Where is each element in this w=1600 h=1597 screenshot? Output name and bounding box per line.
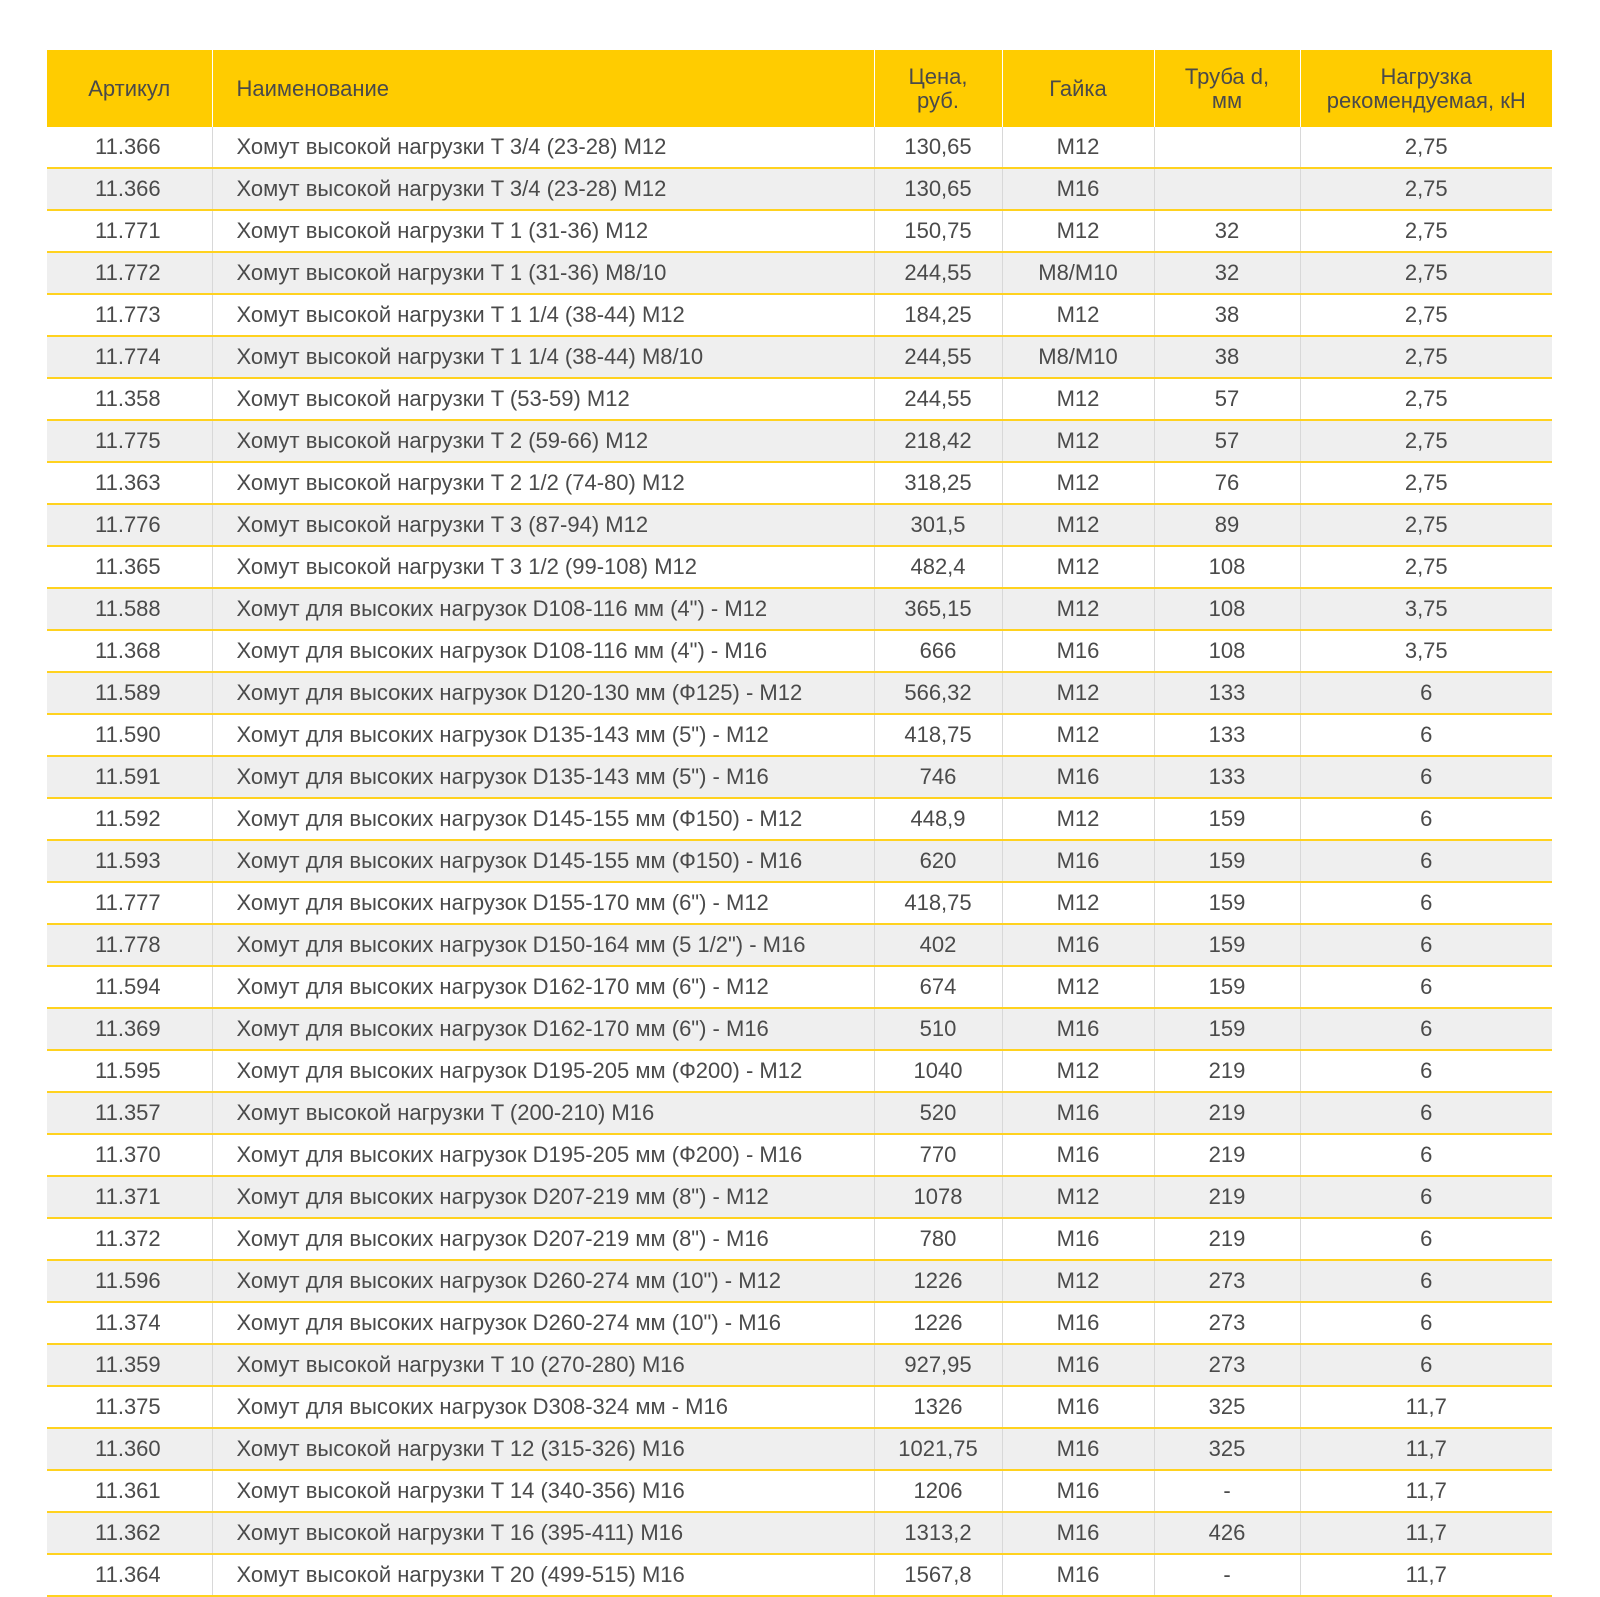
cell-load: 6 [1300,966,1552,1008]
table-row [47,1386,1552,1428]
table-row [47,672,1552,714]
table-row [47,210,1552,252]
cell-price: 418,75 [874,714,1002,756]
cell-load: 6 [1300,840,1552,882]
table-row [47,840,1552,882]
table-row [47,1428,1552,1470]
cell-name: Хомут высокой нагрузки T 20 (499-515) M16 [212,1554,874,1596]
cell-pipe: 273 [1154,1302,1300,1344]
cell-price: 301,5 [874,504,1002,546]
header-price: Цена, руб. [874,50,1002,127]
cell-name: Хомут для высоких нагрузок D260-274 мм (10") - M16 [212,1302,874,1344]
cell-nut: M12 [1002,420,1154,462]
cell-nut: M12 [1002,798,1154,840]
cell-article: 11.772 [47,252,212,294]
table-row [47,1554,1552,1596]
cell-price: 402 [874,924,1002,966]
cell-nut: M12 [1002,546,1154,588]
cell-name: Хомут высокой нагрузки T 3/4 (23-28) M12 [212,127,874,168]
cell-name: Хомут высокой нагрузки T 3/4 (23-28) M12 [212,168,874,210]
cell-nut: M8/M10 [1002,252,1154,294]
cell-pipe: 219 [1154,1218,1300,1260]
cell-name: Хомут для высоких нагрузок D155-170 мм (6") - M12 [212,882,874,924]
cell-pipe: 219 [1154,1050,1300,1092]
cell-pipe: 219 [1154,1092,1300,1134]
cell-name: Хомут для высоких нагрузок D150-164 мм (5 1/2") - M16 [212,924,874,966]
cell-load: 2,75 [1300,546,1552,588]
cell-pipe: - [1154,1470,1300,1512]
cell-nut: M16 [1002,168,1154,210]
cell-pipe: 159 [1154,882,1300,924]
table-row [47,966,1552,1008]
cell-pipe: 159 [1154,1008,1300,1050]
table-row [47,1050,1552,1092]
table-row [47,546,1552,588]
header-load: Нагрузка рекомендуемая, кН [1300,50,1552,127]
cell-price: 244,55 [874,336,1002,378]
cell-load: 6 [1300,1176,1552,1218]
cell-article: 11.593 [47,840,212,882]
cell-price: 927,95 [874,1344,1002,1386]
cell-article: 11.371 [47,1176,212,1218]
header-row [47,50,1552,127]
cell-article: 11.771 [47,210,212,252]
cell-article: 11.368 [47,630,212,672]
cell-load: 6 [1300,1344,1552,1386]
cell-price: 780 [874,1218,1002,1260]
cell-pipe: 325 [1154,1428,1300,1470]
cell-pipe: 108 [1154,546,1300,588]
cell-name: Хомут для высоких нагрузок D207-219 мм (8") - M16 [212,1218,874,1260]
cell-name: Хомут высокой нагрузки T 3 1/2 (99-108) M12 [212,546,874,588]
cell-nut: M16 [1002,1554,1154,1596]
price-table-container [47,50,1552,1597]
cell-load: 11,7 [1300,1470,1552,1512]
cell-price: 218,42 [874,420,1002,462]
cell-price: 130,65 [874,168,1002,210]
cell-price: 244,55 [874,378,1002,420]
cell-nut: M16 [1002,1092,1154,1134]
cell-name: Хомут для высоких нагрузок D135-143 мм (5") - M16 [212,756,874,798]
cell-nut: M16 [1002,1512,1154,1554]
table-body [47,127,1552,1596]
cell-article: 11.778 [47,924,212,966]
cell-price: 1226 [874,1302,1002,1344]
table-row [47,1260,1552,1302]
cell-nut: M16 [1002,756,1154,798]
cell-article: 11.591 [47,756,212,798]
table-row [47,714,1552,756]
cell-nut: M12 [1002,1260,1154,1302]
cell-article: 11.363 [47,462,212,504]
cell-nut: M8/M10 [1002,336,1154,378]
table-row [47,462,1552,504]
cell-price: 418,75 [874,882,1002,924]
cell-article: 11.362 [47,1512,212,1554]
table-row [47,882,1552,924]
table-row [47,252,1552,294]
cell-load: 6 [1300,672,1552,714]
cell-article: 11.594 [47,966,212,1008]
cell-pipe: 159 [1154,840,1300,882]
cell-pipe: 57 [1154,378,1300,420]
cell-load: 2,75 [1300,127,1552,168]
cell-load: 6 [1300,1218,1552,1260]
table-row [47,504,1552,546]
cell-article: 11.590 [47,714,212,756]
cell-article: 11.369 [47,1008,212,1050]
cell-nut: M16 [1002,1302,1154,1344]
cell-nut: M12 [1002,378,1154,420]
cell-name: Хомут для высоких нагрузок D195-205 мм (Ф200) - M16 [212,1134,874,1176]
cell-price: 770 [874,1134,1002,1176]
table-row [47,1092,1552,1134]
cell-nut: M16 [1002,1218,1154,1260]
cell-load: 2,75 [1300,378,1552,420]
cell-name: Хомут высокой нагрузки T 1 (31-36) M8/10 [212,252,874,294]
cell-price: 620 [874,840,1002,882]
table-row [47,798,1552,840]
table-row [47,420,1552,462]
header-pipe: Труба d, мм [1154,50,1300,127]
cell-name: Хомут высокой нагрузки T 2 1/2 (74-80) M12 [212,462,874,504]
cell-pipe: 426 [1154,1512,1300,1554]
cell-article: 11.359 [47,1344,212,1386]
cell-pipe [1154,127,1300,168]
cell-article: 11.366 [47,127,212,168]
cell-price: 666 [874,630,1002,672]
cell-pipe: 57 [1154,420,1300,462]
cell-pipe: 32 [1154,252,1300,294]
cell-pipe: 133 [1154,714,1300,756]
cell-article: 11.361 [47,1470,212,1512]
cell-load: 6 [1300,756,1552,798]
cell-load: 11,7 [1300,1512,1552,1554]
cell-load: 2,75 [1300,462,1552,504]
cell-article: 11.358 [47,378,212,420]
cell-price: 318,25 [874,462,1002,504]
table-row [47,378,1552,420]
cell-nut: M16 [1002,1428,1154,1470]
cell-pipe: 159 [1154,924,1300,966]
cell-name: Хомут высокой нагрузки T (53-59) M12 [212,378,874,420]
cell-price: 746 [874,756,1002,798]
cell-load: 6 [1300,1092,1552,1134]
cell-name: Хомут высокой нагрузки T (200-210) M16 [212,1092,874,1134]
header-name: Наименование [212,50,874,127]
cell-pipe: - [1154,1554,1300,1596]
cell-price: 448,9 [874,798,1002,840]
cell-price: 1313,2 [874,1512,1002,1554]
cell-price: 674 [874,966,1002,1008]
cell-name: Хомут высокой нагрузки T 1 1/4 (38-44) M12 [212,294,874,336]
table-row [47,336,1552,378]
cell-nut: M16 [1002,840,1154,882]
cell-price: 1040 [874,1050,1002,1092]
cell-pipe: 219 [1154,1134,1300,1176]
table-header [47,50,1552,127]
cell-article: 11.596 [47,1260,212,1302]
cell-price: 130,65 [874,127,1002,168]
cell-pipe [1154,168,1300,210]
cell-name: Хомут для высоких нагрузок D108-116 мм (4") - M12 [212,588,874,630]
cell-name: Хомут для высоких нагрузок D162-170 мм (6") - M12 [212,966,874,1008]
cell-load: 6 [1300,714,1552,756]
price-table [47,50,1552,1597]
cell-article: 11.595 [47,1050,212,1092]
cell-article: 11.360 [47,1428,212,1470]
cell-article: 11.774 [47,336,212,378]
cell-nut: M16 [1002,1134,1154,1176]
cell-name: Хомут для высоких нагрузок D162-170 мм (6") - M16 [212,1008,874,1050]
cell-price: 1567,8 [874,1554,1002,1596]
cell-load: 3,75 [1300,588,1552,630]
cell-load: 6 [1300,1302,1552,1344]
cell-pipe: 273 [1154,1344,1300,1386]
cell-nut: M12 [1002,1176,1154,1218]
table-row [47,1512,1552,1554]
cell-article: 11.372 [47,1218,212,1260]
cell-name: Хомут высокой нагрузки T 2 (59-66) M12 [212,420,874,462]
cell-name: Хомут для высоких нагрузок D108-116 мм (4") - M16 [212,630,874,672]
cell-name: Хомут высокой нагрузки T 16 (395-411) M16 [212,1512,874,1554]
cell-nut: M12 [1002,294,1154,336]
cell-pipe: 159 [1154,798,1300,840]
cell-nut: M16 [1002,1008,1154,1050]
cell-price: 482,4 [874,546,1002,588]
cell-nut: M16 [1002,630,1154,672]
cell-nut: M16 [1002,1344,1154,1386]
table-row [47,127,1552,168]
cell-nut: M12 [1002,1050,1154,1092]
cell-nut: M12 [1002,210,1154,252]
cell-article: 11.366 [47,168,212,210]
cell-price: 1021,75 [874,1428,1002,1470]
cell-nut: M12 [1002,966,1154,1008]
cell-load: 6 [1300,882,1552,924]
cell-article: 11.592 [47,798,212,840]
cell-load: 3,75 [1300,630,1552,672]
cell-pipe: 159 [1154,966,1300,1008]
cell-article: 11.776 [47,504,212,546]
cell-name: Хомут высокой нагрузки T 3 (87-94) M12 [212,504,874,546]
cell-load: 2,75 [1300,168,1552,210]
cell-article: 11.365 [47,546,212,588]
cell-load: 2,75 [1300,420,1552,462]
cell-name: Хомут высокой нагрузки T 14 (340-356) M16 [212,1470,874,1512]
cell-nut: M16 [1002,1386,1154,1428]
table-row [47,168,1552,210]
cell-name: Хомут для высоких нагрузок D260-274 мм (10") - M12 [212,1260,874,1302]
cell-pipe: 32 [1154,210,1300,252]
cell-article: 11.588 [47,588,212,630]
cell-nut: M12 [1002,714,1154,756]
cell-price: 520 [874,1092,1002,1134]
cell-name: Хомут для высоких нагрузок D195-205 мм (Ф200) - M12 [212,1050,874,1092]
cell-nut: M16 [1002,1470,1154,1512]
cell-nut: M12 [1002,504,1154,546]
cell-load: 11,7 [1300,1428,1552,1470]
cell-name: Хомут высокой нагрузки T 1 (31-36) M12 [212,210,874,252]
cell-load: 11,7 [1300,1554,1552,1596]
cell-price: 1326 [874,1386,1002,1428]
cell-nut: M16 [1002,924,1154,966]
cell-name: Хомут для высоких нагрузок D207-219 мм (8") - M12 [212,1176,874,1218]
cell-pipe: 133 [1154,672,1300,714]
cell-article: 11.364 [47,1554,212,1596]
header-article: Артикул [47,50,212,127]
table-row [47,1470,1552,1512]
cell-article: 11.370 [47,1134,212,1176]
cell-pipe: 76 [1154,462,1300,504]
cell-price: 566,32 [874,672,1002,714]
table-row [47,630,1552,672]
cell-pipe: 38 [1154,336,1300,378]
cell-name: Хомут для высоких нагрузок D120-130 мм (Ф125) - M12 [212,672,874,714]
table-row [47,294,1552,336]
cell-load: 2,75 [1300,504,1552,546]
cell-price: 1206 [874,1470,1002,1512]
table-row [47,1302,1552,1344]
cell-nut: M12 [1002,127,1154,168]
cell-price: 365,15 [874,588,1002,630]
cell-load: 2,75 [1300,294,1552,336]
cell-pipe: 38 [1154,294,1300,336]
cell-nut: M12 [1002,588,1154,630]
cell-article: 11.773 [47,294,212,336]
cell-name: Хомут высокой нагрузки T 10 (270-280) M16 [212,1344,874,1386]
header-nut: Гайка [1002,50,1154,127]
table-row [47,1218,1552,1260]
cell-pipe: 108 [1154,588,1300,630]
cell-price: 510 [874,1008,1002,1050]
cell-pipe: 89 [1154,504,1300,546]
cell-nut: M12 [1002,672,1154,714]
cell-name: Хомут для высоких нагрузок D308-324 мм - M16 [212,1386,874,1428]
cell-price: 244,55 [874,252,1002,294]
cell-pipe: 325 [1154,1386,1300,1428]
cell-pipe: 108 [1154,630,1300,672]
cell-load: 6 [1300,1134,1552,1176]
table-row [47,924,1552,966]
cell-article: 11.374 [47,1302,212,1344]
cell-price: 1078 [874,1176,1002,1218]
cell-load: 6 [1300,1050,1552,1092]
cell-article: 11.589 [47,672,212,714]
table-row [47,588,1552,630]
cell-pipe: 219 [1154,1176,1300,1218]
cell-price: 1226 [874,1260,1002,1302]
table-row [47,1134,1552,1176]
cell-load: 11,7 [1300,1386,1552,1428]
cell-load: 6 [1300,1008,1552,1050]
cell-name: Хомут для высоких нагрузок D145-155 мм (Ф150) - M16 [212,840,874,882]
cell-name: Хомут для высоких нагрузок D135-143 мм (5") - M12 [212,714,874,756]
cell-article: 11.357 [47,1092,212,1134]
cell-price: 184,25 [874,294,1002,336]
cell-nut: M12 [1002,462,1154,504]
cell-load: 2,75 [1300,252,1552,294]
table-row [47,756,1552,798]
cell-load: 6 [1300,798,1552,840]
table-row [47,1176,1552,1218]
cell-load: 6 [1300,1260,1552,1302]
table-row [47,1008,1552,1050]
cell-article: 11.777 [47,882,212,924]
cell-article: 11.775 [47,420,212,462]
cell-price: 150,75 [874,210,1002,252]
cell-pipe: 133 [1154,756,1300,798]
cell-load: 2,75 [1300,210,1552,252]
cell-pipe: 273 [1154,1260,1300,1302]
cell-name: Хомут высокой нагрузки T 12 (315-326) M16 [212,1428,874,1470]
cell-load: 6 [1300,924,1552,966]
table-row [47,1344,1552,1386]
cell-nut: M12 [1002,882,1154,924]
cell-name: Хомут для высоких нагрузок D145-155 мм (Ф150) - M12 [212,798,874,840]
cell-load: 2,75 [1300,336,1552,378]
cell-article: 11.375 [47,1386,212,1428]
cell-name: Хомут высокой нагрузки T 1 1/4 (38-44) M8/10 [212,336,874,378]
